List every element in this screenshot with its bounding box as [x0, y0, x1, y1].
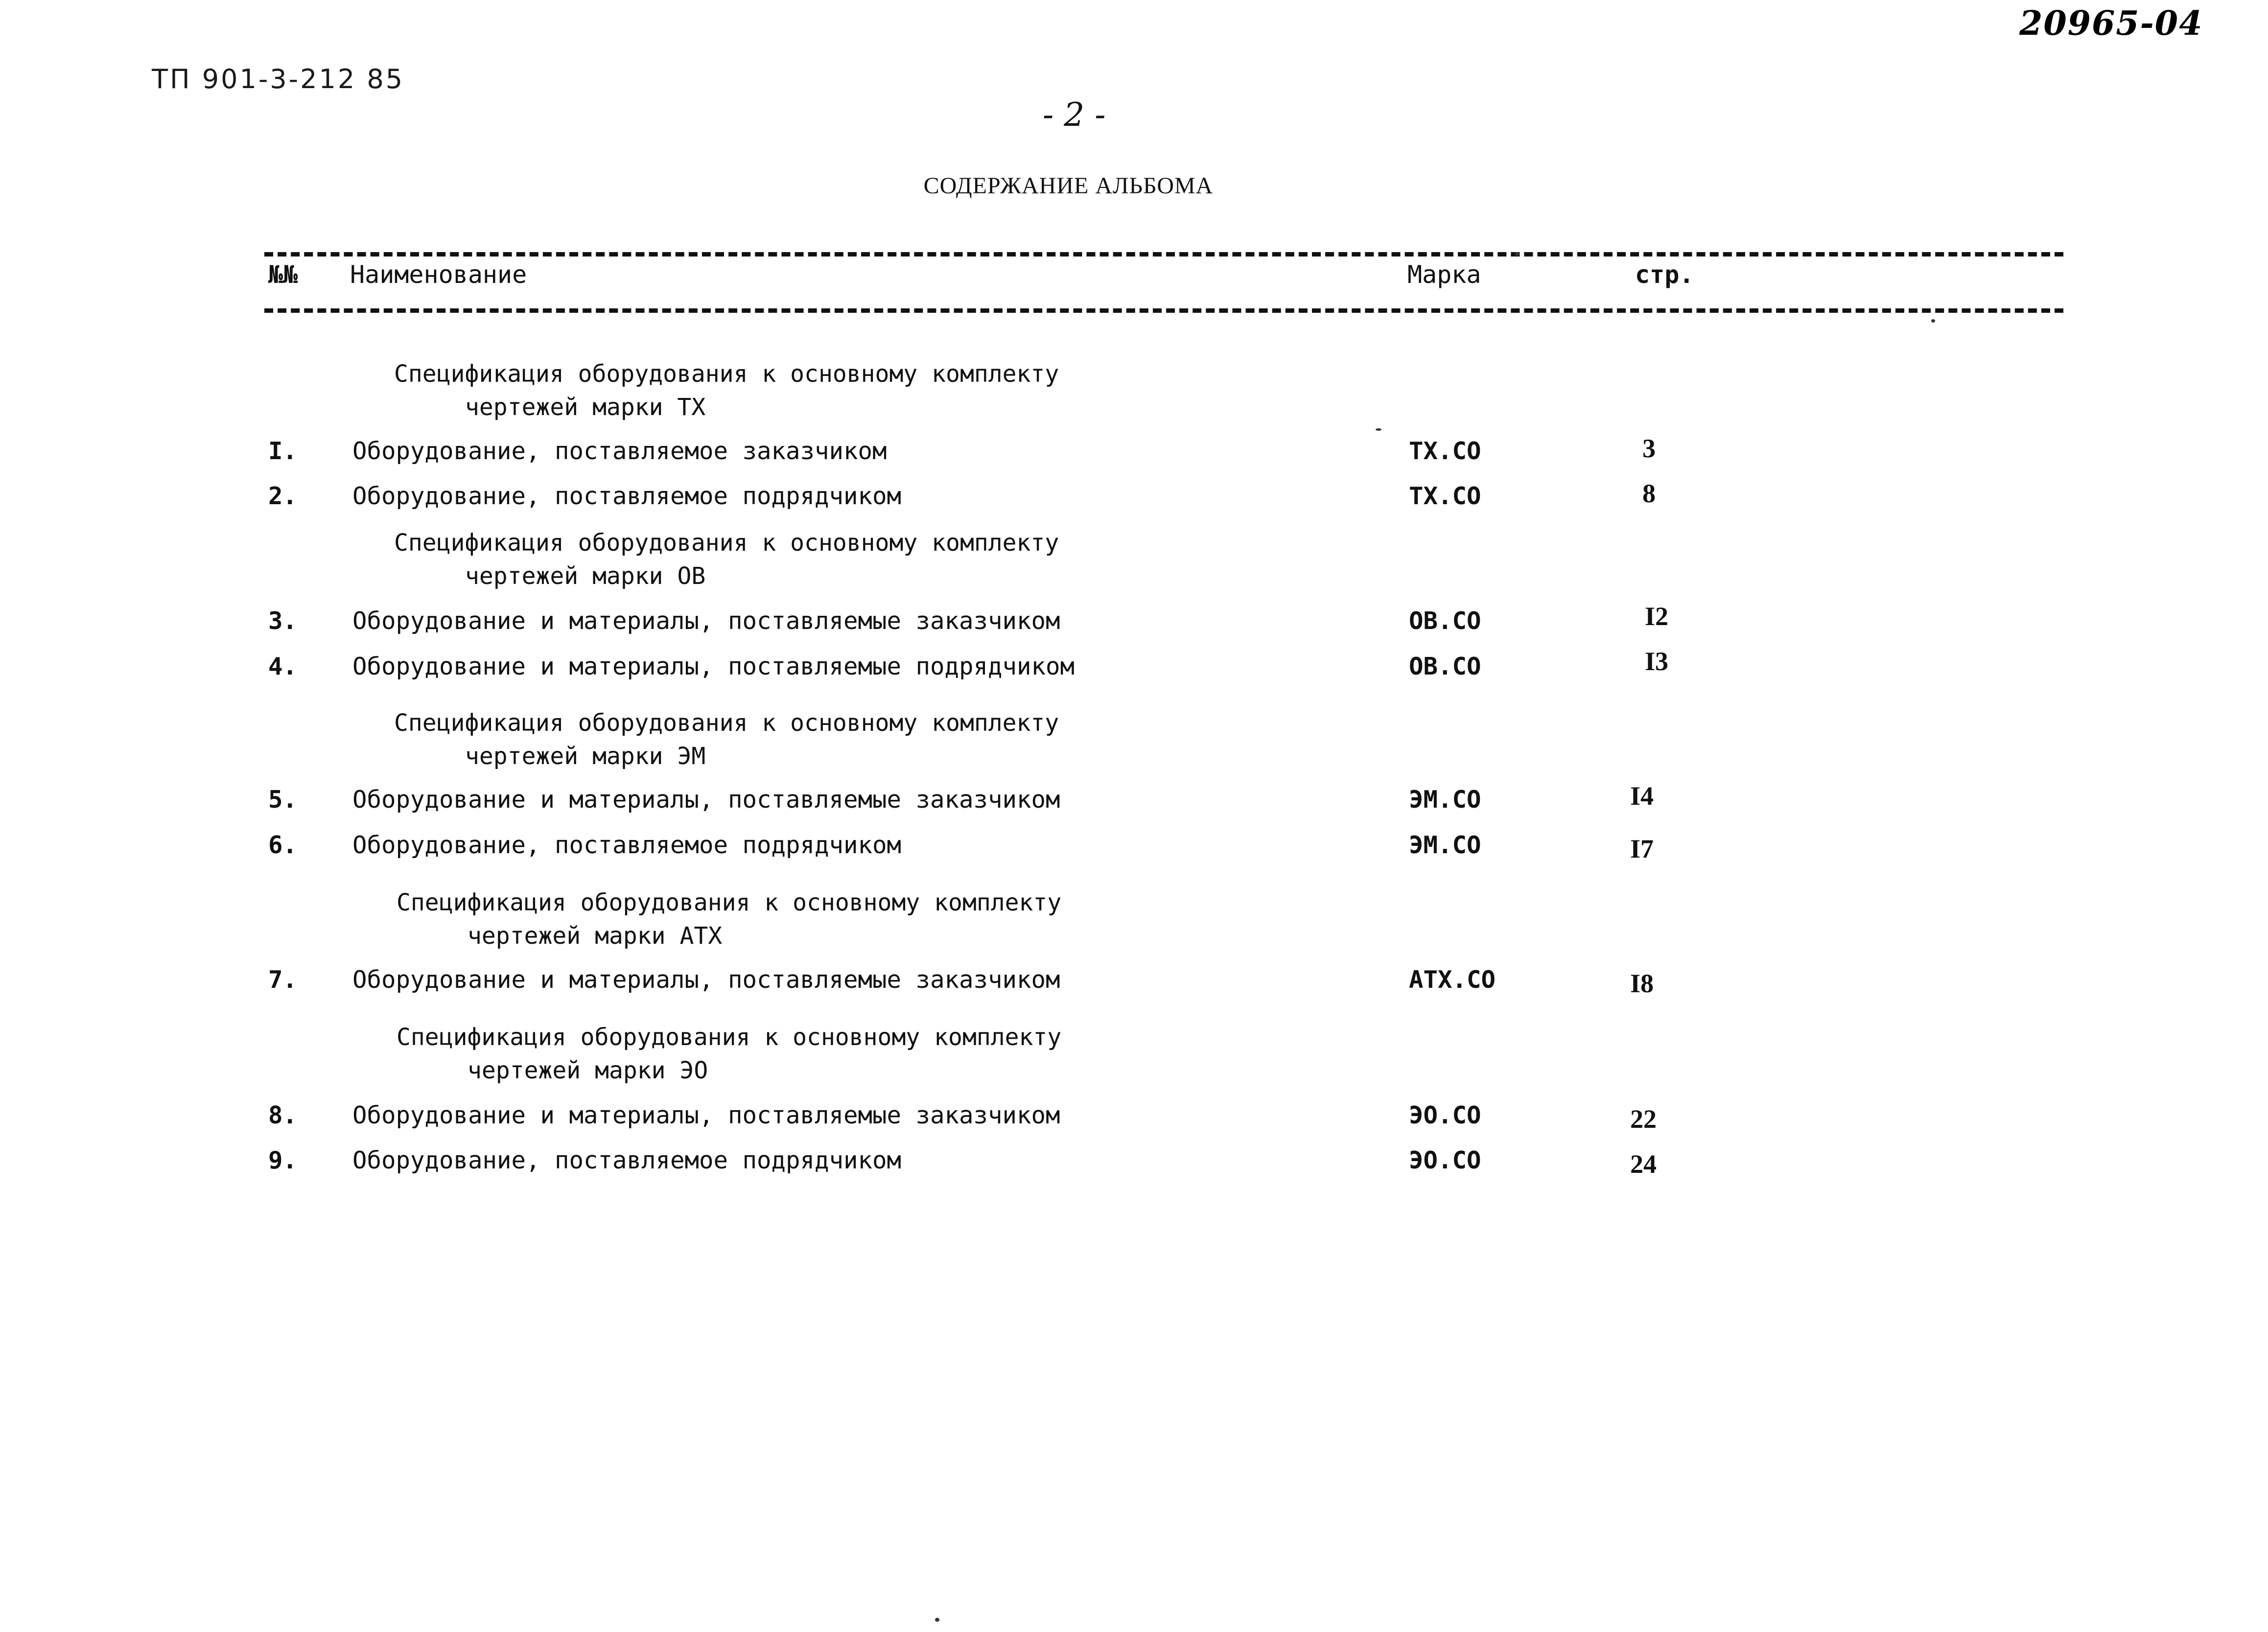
row-name: Оборудование, поставляемое подрядчиком: [352, 482, 902, 510]
row-name: Оборудование и материалы, поставляемые заказчиком: [352, 786, 1060, 814]
table-header-rule: [264, 308, 2063, 313]
album-title: СОДЕРЖАНИЕ АЛЬБОМА: [923, 173, 1214, 199]
section-heading-line2: чертежей марки ОВ: [465, 562, 706, 590]
section-heading-line2: чертежей марки ЭО: [468, 1057, 708, 1084]
section-heading: [397, 1021, 1061, 1087]
row-name: Оборудование и материалы, поставляемые заказчиком: [352, 966, 1060, 994]
row-name: Оборудование, поставляемое подрядчиком: [352, 1146, 902, 1174]
row-name: Оборудование, поставляемое подрядчиком: [352, 831, 902, 859]
section-heading-line1: Спецификация оборудования к основному комплекту: [397, 889, 1062, 916]
document-code: ТП 901-3-212 85: [152, 64, 405, 94]
section-heading: [397, 886, 1061, 953]
row-page: I7: [1630, 834, 1654, 863]
row-name: Оборудование и материалы, поставляемые заказчиком: [352, 1101, 1060, 1129]
row-page: 22: [1630, 1104, 1657, 1134]
row-mark: ЭО.СО: [1409, 1101, 1481, 1129]
row-name: Оборудование и материалы, поставляемые подрядчиком: [352, 653, 1075, 680]
section-heading-line1: Спецификация оборудования к основному комплекту: [394, 360, 1059, 388]
row-number: 4.: [268, 653, 298, 680]
row-page: I8: [1630, 969, 1654, 998]
row-number: 2.: [268, 482, 298, 510]
row-number: 7.: [268, 966, 298, 994]
row-number: 9.: [268, 1146, 298, 1174]
scan-speck: [1931, 319, 1935, 323]
section-heading-line2: чертежей марки ЭМ: [465, 743, 706, 770]
row-page: 8: [1642, 479, 1656, 508]
row-page: 3: [1642, 434, 1656, 463]
section-heading: [394, 357, 1059, 424]
row-name: Оборудование и материалы, поставляемые заказчиком: [352, 607, 1060, 635]
scan-speck: [935, 1618, 939, 1622]
row-number: 6.: [268, 831, 298, 859]
row-number: I.: [268, 437, 298, 465]
table-top-rule: [264, 252, 2063, 256]
section-heading: [394, 706, 1059, 773]
row-mark: ТХ.СО: [1409, 437, 1481, 465]
row-page: I2: [1645, 602, 1669, 631]
row-number: 5.: [268, 786, 298, 814]
section-heading: [394, 526, 1059, 593]
row-page: 24: [1630, 1149, 1657, 1179]
row-mark: ТХ.СО: [1409, 482, 1481, 510]
section-heading-line1: Спецификация оборудования к основному комплекту: [394, 709, 1059, 737]
row-page: I3: [1645, 647, 1669, 676]
column-header-mark: Марка: [1407, 260, 1481, 289]
row-mark: ОВ.СО: [1409, 607, 1481, 635]
row-mark: ЭМ.СО: [1409, 786, 1481, 814]
scan-speck: [1515, 252, 1519, 256]
column-header-page: стр.: [1635, 260, 1694, 289]
section-heading-line1: Спецификация оборудования к основному комплекту: [397, 1024, 1062, 1051]
row-number: 3.: [268, 607, 298, 635]
section-heading-line2: чертежей марки ТХ: [465, 394, 706, 421]
row-mark: ОВ.СО: [1409, 653, 1481, 680]
row-page: I4: [1630, 781, 1654, 811]
row-name: Оборудование, поставляемое заказчиком: [352, 437, 887, 465]
row-mark: ЭМ.СО: [1409, 831, 1481, 859]
section-heading-line1: Спецификация оборудования к основному комплекту: [394, 529, 1059, 557]
section-heading-line2: чертежей марки АТХ: [468, 922, 723, 950]
scan-speck: [1376, 428, 1381, 431]
row-mark: ЭО.СО: [1409, 1146, 1481, 1174]
column-header-number: №№: [268, 260, 298, 289]
column-header-name: Наименование: [350, 260, 527, 289]
inventory-number: 20965-04: [2019, 4, 2203, 43]
page-number: - 2 -: [1043, 96, 1106, 134]
row-mark: АТХ.СО: [1409, 966, 1496, 994]
row-number: 8.: [268, 1101, 298, 1129]
